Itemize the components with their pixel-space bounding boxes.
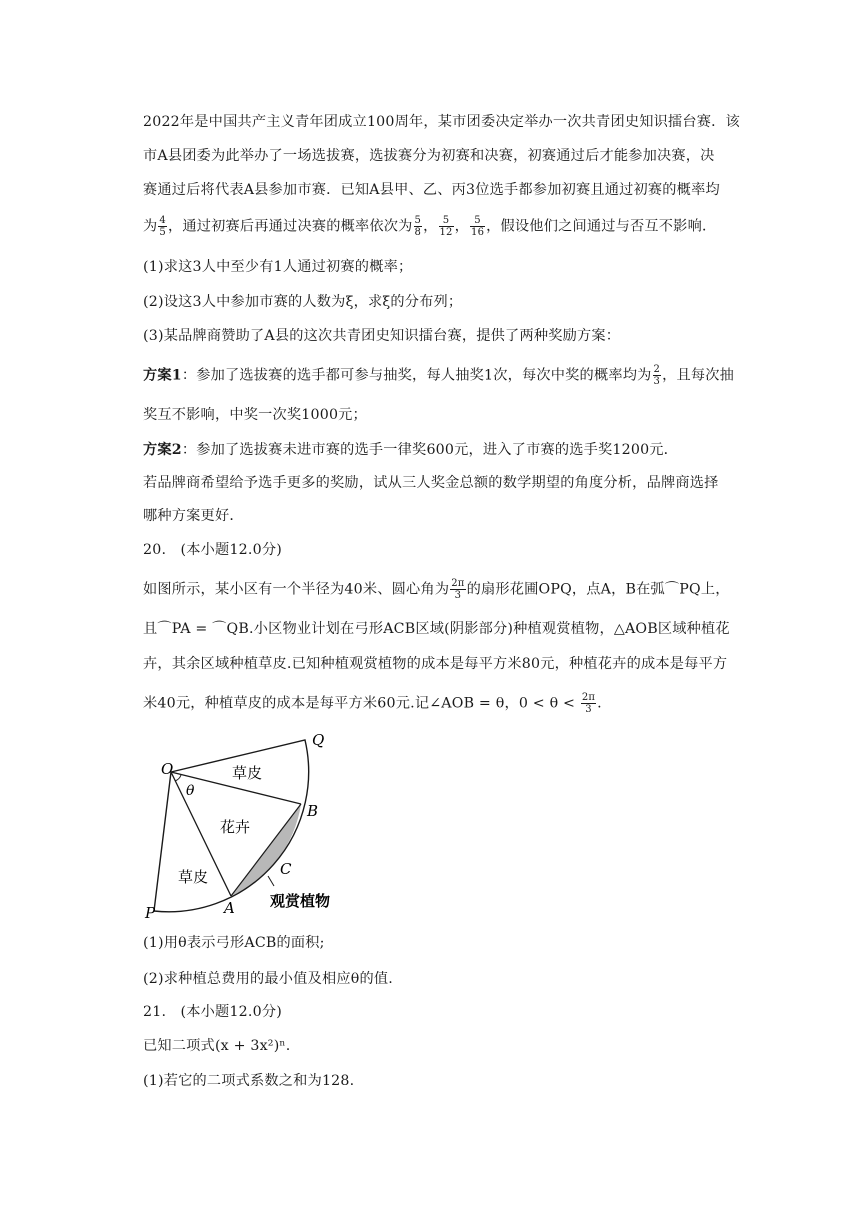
- fraction-5-16: [470, 215, 485, 238]
- fraction-4-5: [158, 215, 167, 238]
- p19-plan1-line2: 奖互不影响，中奖一次奖1000元；: [143, 407, 367, 423]
- plants-leader-line: [268, 876, 274, 886]
- p19-q2: (2)设这3人中参加市赛的人数为ξ，求ξ的分布列；: [143, 294, 463, 310]
- text: 的扇形花圃OPQ，点A，B在弧⌒PQ上，: [466, 581, 730, 598]
- p19-q3: (3)某品牌商赞助了A县的这次共青团史知识擂台赛，提供了两种奖励方案：: [143, 328, 621, 344]
- fraction-5-8: [414, 215, 423, 238]
- fraction-2pi-3: [581, 692, 596, 715]
- label-grass-bottom: 草皮: [178, 868, 209, 886]
- p20-line4: [143, 692, 753, 715]
- p21-heading: 21. (本小题12.0分): [143, 1004, 282, 1020]
- fraction-2pi-3: [450, 578, 465, 601]
- fraction-2-3: [653, 364, 662, 387]
- p19-ask-line1: 若品牌商希望给予选手更多的奖励，试从三人奖金总额的数学期望的角度分析，品牌商选择: [143, 475, 719, 491]
- text: ，通过初赛后再通过决赛的概率依次为: [167, 218, 413, 235]
- sector-figure: [140, 728, 360, 924]
- p20-heading: 20. (本小题12.0分): [143, 542, 282, 558]
- text: ，假设他们之间通过与否互不影响．: [486, 218, 717, 235]
- denominator: 16: [471, 227, 485, 238]
- label-flowers: 花卉: [220, 818, 251, 836]
- angle-theta-arc: [175, 775, 181, 781]
- denominator: 3: [653, 376, 661, 387]
- p21-q1: (1)若它的二项式系数之和为128.: [143, 1073, 355, 1089]
- p19-plan1: [143, 364, 753, 387]
- denominator: 3: [454, 590, 462, 601]
- text: ，: [454, 218, 470, 235]
- p19-ask-line2: 哪种方案更好．: [143, 508, 244, 524]
- numerator: 5: [439, 215, 454, 227]
- text: 米40元，种植草皮的成本是每平方米60元.记∠AOB = θ，0 < θ <: [143, 695, 580, 712]
- label-b: B: [307, 802, 319, 820]
- text: ，且每次抽: [662, 367, 735, 384]
- numerator: 5: [414, 215, 422, 226]
- label-grass-top: 草皮: [232, 764, 263, 782]
- p19-plan2: [143, 440, 753, 460]
- p19-line4: [143, 215, 753, 238]
- label-o: O: [161, 760, 174, 778]
- p20-line3: 卉，其余区域种植草皮.已知种植观赏植物的成本是每平方米80元，种植花卉的成本是每平方: [143, 656, 728, 672]
- denominator: 12: [439, 227, 453, 238]
- label-q: Q: [312, 731, 325, 749]
- label-p: P: [145, 904, 156, 922]
- p20-q2: (2)求种植总费用的最小值及相应θ的值.: [143, 971, 393, 987]
- label-a: A: [224, 899, 235, 917]
- p20-line2: 且⌒PA = ⌒QB.小区物业计划在弓形ACB区域(阴影部分)种植观赏植物，△AOB区域种植花: [143, 621, 730, 637]
- label-theta: θ: [186, 783, 195, 799]
- p20-q1: (1)用θ表示弓形ACB的面积;: [143, 935, 325, 951]
- text: 如图所示，某小区有一个半径为40米、圆心角为: [143, 581, 450, 598]
- p19-line3: 赛通过后将代表A县参加市赛．已知A县甲、乙、丙3位选手都参加初赛且通过初赛的概率均: [143, 182, 720, 198]
- plan1-label: 方案1: [143, 367, 182, 384]
- label-c: C: [280, 860, 292, 878]
- p19-line1: 2022年是中国共产主义青年团成立100周年，某市团委决定举办一次共青团史知识擂台赛．该: [143, 114, 740, 130]
- numerator: 2π: [451, 578, 465, 589]
- numerator: 2: [653, 364, 661, 375]
- text: ，: [423, 218, 438, 235]
- text: ：参加了选拔赛的选手都可参与抽奖，每人抽奖1次，每次中奖的概率均为: [181, 367, 652, 384]
- numerator: 2π: [581, 692, 596, 703]
- p21-line1: 已知二项式(x + 3x²)ⁿ.: [143, 1038, 291, 1054]
- denominator: 8: [414, 227, 422, 238]
- p19-q1: (1)求这3人中至少有1人通过初赛的概率；: [143, 259, 413, 275]
- text: .: [597, 695, 602, 712]
- numerator: 4: [159, 215, 166, 226]
- numerator: 5: [470, 215, 485, 227]
- text: 为: [143, 218, 158, 235]
- label-ornamental-plants: 观赏植物: [270, 892, 331, 910]
- denominator: 3: [585, 704, 592, 715]
- denominator: 5: [159, 227, 166, 238]
- p20-line1: [143, 578, 753, 601]
- p19-line2: 市A县团委为此举办了一场选拔赛，选拔赛分为初赛和决赛，初赛通过后才能参加决赛，决: [143, 148, 715, 164]
- plan2-label: 方案2: [143, 442, 182, 458]
- fraction-5-12: [439, 215, 454, 238]
- text: ：参加了选拔赛未进市赛的选手一律奖600元，进入了市赛的选手奖1200元．: [181, 442, 679, 458]
